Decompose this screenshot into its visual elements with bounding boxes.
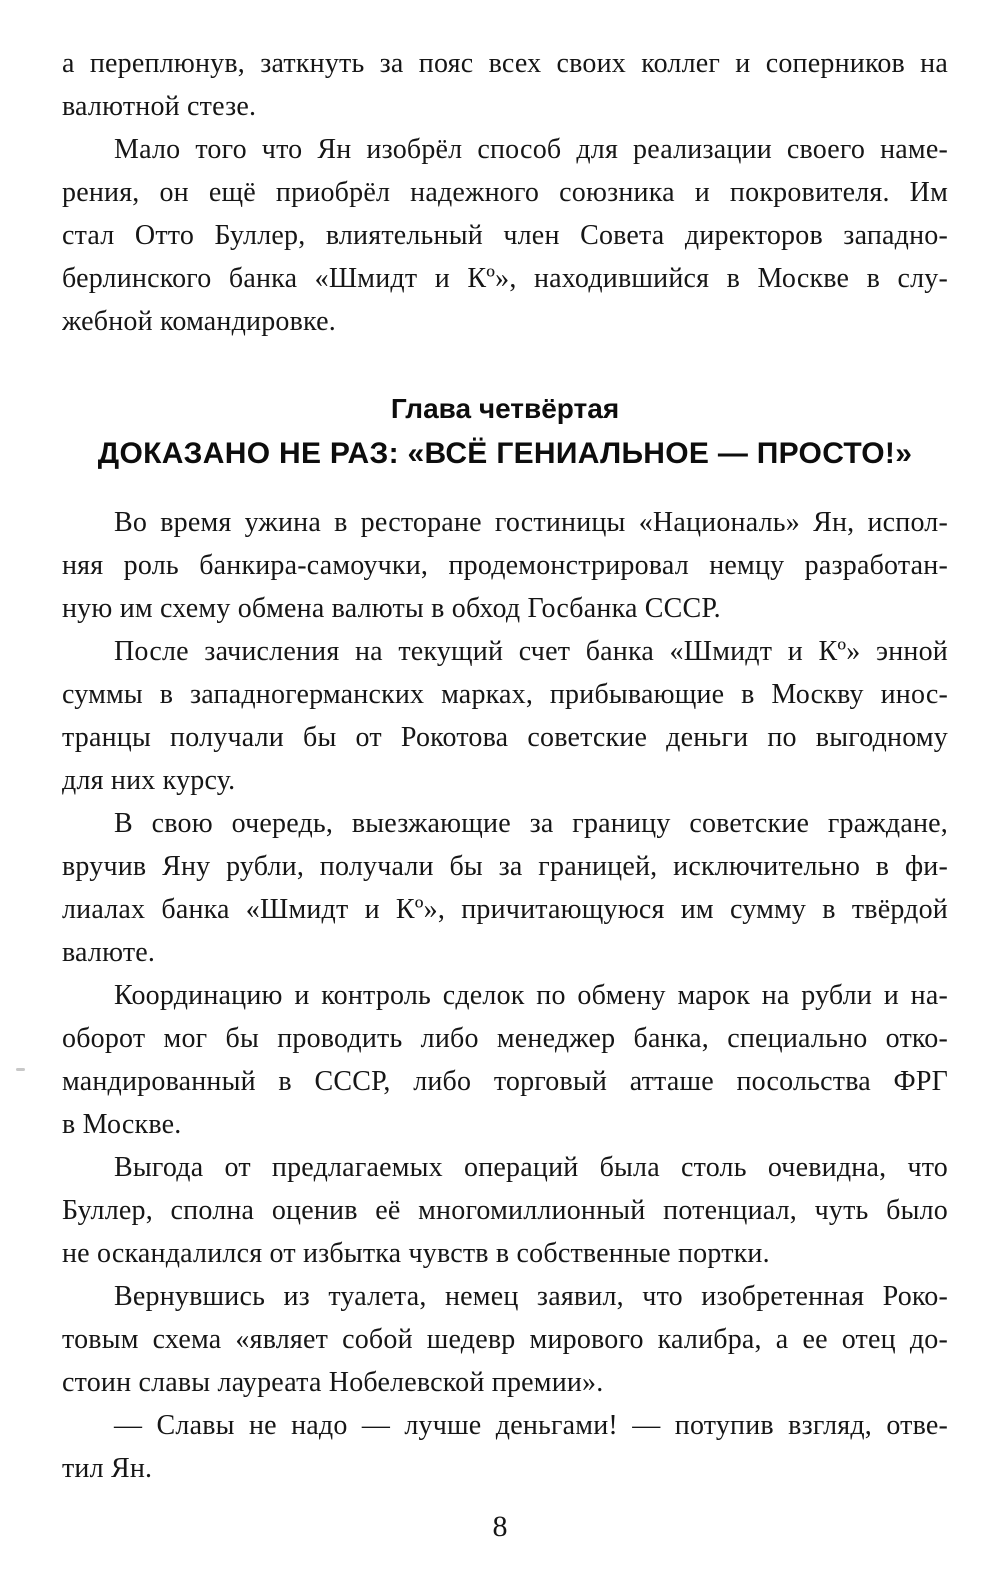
paragraph xyxy=(62,42,948,128)
text-line: рения, он ещё приобрёл надежного союзника и покровителя. Им xyxy=(62,177,948,208)
text-line: вручив Яну рубли, получали бы за границей, исключительно в фи- xyxy=(62,851,948,882)
text-line: суммы в западногерманских марках, прибывающие в Москву инос- xyxy=(62,679,948,710)
text-line: валюте. xyxy=(62,937,156,968)
text-line: оборот мог бы проводить либо менеджер банка, специально отко- xyxy=(62,1023,948,1054)
text-line: транцы получали бы от Рокотова советские деньги по выгодному xyxy=(62,722,948,753)
chapter-number: Глава четвёртая xyxy=(390,393,620,424)
paragraph xyxy=(62,630,948,802)
text-line: лиалах банка «Шмидт и Кº», причитающуюся им сумму в твёрдой xyxy=(62,894,948,925)
paragraph xyxy=(62,1404,948,1490)
text-line: стал Отто Буллер, влиятельный член Совета директоров западно- xyxy=(62,220,948,251)
text-line: в Москве. xyxy=(62,1109,182,1140)
text-line: жебной командировке. xyxy=(62,306,336,337)
text-line: няя роль банкира-самоучки, продемонстрировал немцу разработан- xyxy=(62,550,948,581)
text-line: товым схема «являет собой шедевр мирового калибра, а ее отец до- xyxy=(62,1324,948,1355)
text-line: стоин славы лауреата Нобелевской премии». xyxy=(62,1367,604,1398)
text-line: Выгода от предлагаемых операций была столь очевидна, что xyxy=(114,1152,948,1183)
text-line: Буллер, сполна оценив её многомиллионный потенциал, чуть было xyxy=(62,1195,948,1226)
text-line: валютной стезе. xyxy=(62,91,257,122)
paragraph xyxy=(62,802,948,974)
scan-artifact xyxy=(16,1068,25,1071)
text-line: После зачисления на текущий счет банка «Шмидт и Кº» энной xyxy=(114,636,948,667)
text-line: Координацию и контроль сделок по обмену марок на рубли и на- xyxy=(114,980,948,1011)
paragraph xyxy=(62,128,948,343)
text-line: берлинского банка «Шмидт и Кº», находившийся в Москве в слу- xyxy=(62,263,948,294)
text-line: Вернувшись из туалета, немец заявил, что изобретенная Роко- xyxy=(114,1281,948,1312)
paragraph xyxy=(62,1146,948,1275)
text-line: мандированный в СССР, либо торговый атташе посольства ФРГ xyxy=(62,1066,948,1097)
page-number: 8 xyxy=(492,1510,508,1543)
paragraph xyxy=(62,1275,948,1404)
text-line: тил Ян. xyxy=(62,1453,153,1484)
chapter-title: ДОКАЗАНО НЕ РАЗ: «ВСЁ ГЕНИАЛЬНОЕ — ПРОСТО!» xyxy=(97,437,913,470)
text-line: Мало того что Ян изобрёл способ для реализации своего наме- xyxy=(114,134,948,165)
paragraph xyxy=(62,501,948,630)
text-line: ную им схему обмена валюты в обход Госбанка СССР. xyxy=(62,593,721,624)
chapter-heading xyxy=(62,387,948,477)
text-line: а переплюнув, заткнуть за пояс всех своих коллег и соперников на xyxy=(62,48,948,79)
text-line: — Славы не надо — лучше деньгами! — потупив взгляд, отве- xyxy=(114,1410,948,1441)
text-line: для них курсу. xyxy=(62,765,236,796)
paragraph xyxy=(62,974,948,1146)
text-line: не оскандалился от избытка чувств в собственные портки. xyxy=(62,1238,770,1269)
page-text xyxy=(62,42,948,1490)
text-line: В свою очередь, выезжающие за границу советские граждане, xyxy=(114,808,948,839)
text-line: Во время ужина в ресторане гостиницы «Националь» Ян, испол- xyxy=(114,507,948,538)
